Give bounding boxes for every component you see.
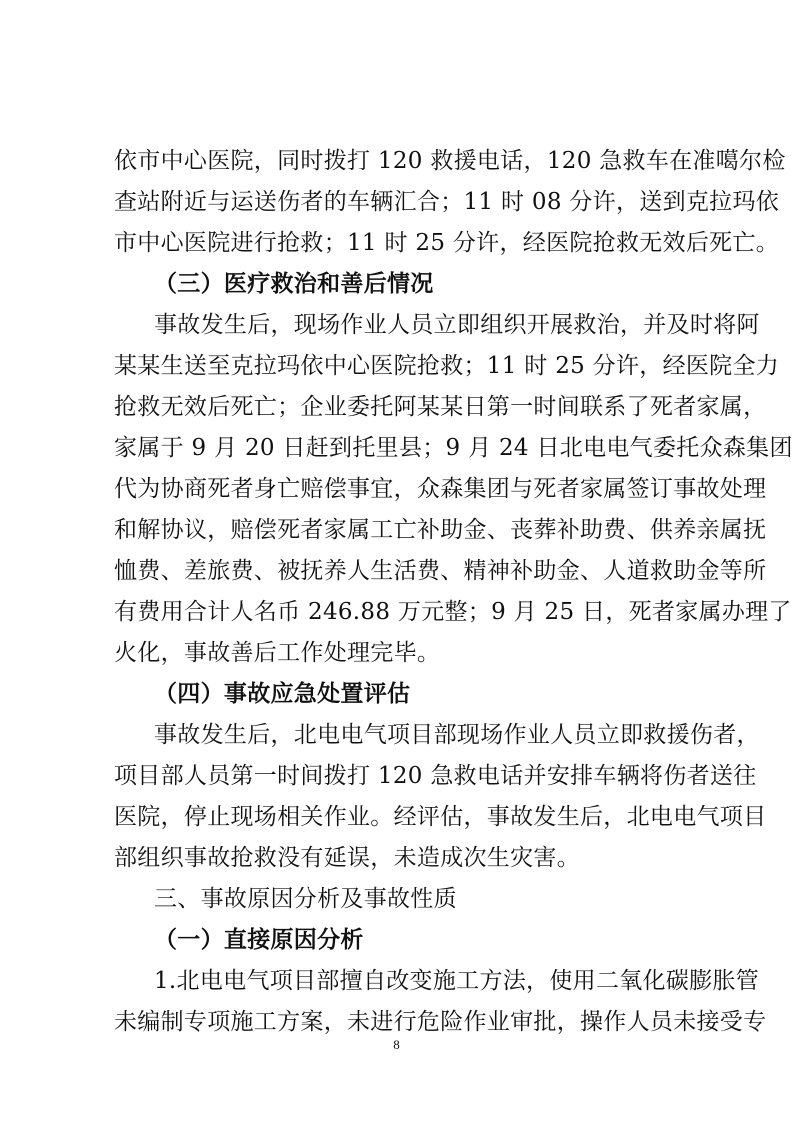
paragraph-line: 1.北电电气项目部擅自改变施工方法，使用二氧化碳膨胀管 bbox=[154, 968, 760, 994]
paragraph-line: 和解协议，赔偿死者家属工亡补助金、丧葬补助费、供养亲属抚 bbox=[114, 517, 767, 543]
paragraph-line: 代为协商死者身亡赔偿事宜，众森集团与死者家属签订事故处理 bbox=[114, 476, 767, 502]
subsection-heading: （三）医疗救治和善后情况 bbox=[154, 270, 434, 297]
section-heading: 三、事故原因分析及事故性质 bbox=[154, 886, 457, 912]
paragraph-line: 依市中心医院，同时拨打 120 救援电话，120 急救车在准噶尔检 bbox=[114, 148, 786, 174]
paragraph-line: 医院，停止现场相关作业。经评估，事故发生后，北电电气项目 bbox=[114, 804, 767, 830]
paragraph-line: 火化，事故善后工作处理完毕。 bbox=[114, 640, 441, 666]
paragraph-line: 部组织事故抢救没有延误，未造成次生灾害。 bbox=[114, 845, 580, 871]
paragraph-line: 有费用合计人名币 246.88 万元整；9 月 25 日，死者家属办理了 bbox=[114, 599, 792, 625]
paragraph-line: 某某生送至克拉玛依中心医院抢救；11 时 25 分许，经医院全力 bbox=[114, 353, 780, 379]
paragraph-line: 事故发生后，现场作业人员立即组织开展救治，并及时将阿 bbox=[154, 312, 760, 338]
subsection-heading: （四）事故应急处置评估 bbox=[154, 680, 411, 707]
subsection-heading: （一）直接原因分析 bbox=[154, 926, 364, 953]
paragraph-line: 市中心医院进行抢救；11 时 25 分许，经医院抢救无效后死亡。 bbox=[114, 230, 780, 256]
paragraph-line: 项目部人员第一时间拨打 120 急救电话并安排车辆将伤者送往 bbox=[114, 763, 757, 789]
page-number: 8 bbox=[393, 1037, 400, 1052]
paragraph-line: 查站附近与运送伤者的车辆汇合；11 时 08 分许，送到克拉玛依 bbox=[114, 189, 780, 215]
paragraph-line: 家属于 9 月 20 日赶到托里县；9 月 24 日北电电气委托众森集团 bbox=[114, 435, 793, 461]
paragraph-line: 恤费、差旅费、被抚养人生活费、精神补助金、人道救助金等所 bbox=[114, 558, 767, 584]
paragraph-line: 事故发生后，北电电气项目部现场作业人员立即救援伤者， bbox=[154, 722, 760, 748]
paragraph-line: 抢救无效后死亡；企业委托阿某某日第一时间联系了死者家属， bbox=[114, 394, 767, 420]
paragraph-line: 未编制专项施工方案，未进行危险作业审批，操作人员未接受专 bbox=[114, 1009, 767, 1035]
